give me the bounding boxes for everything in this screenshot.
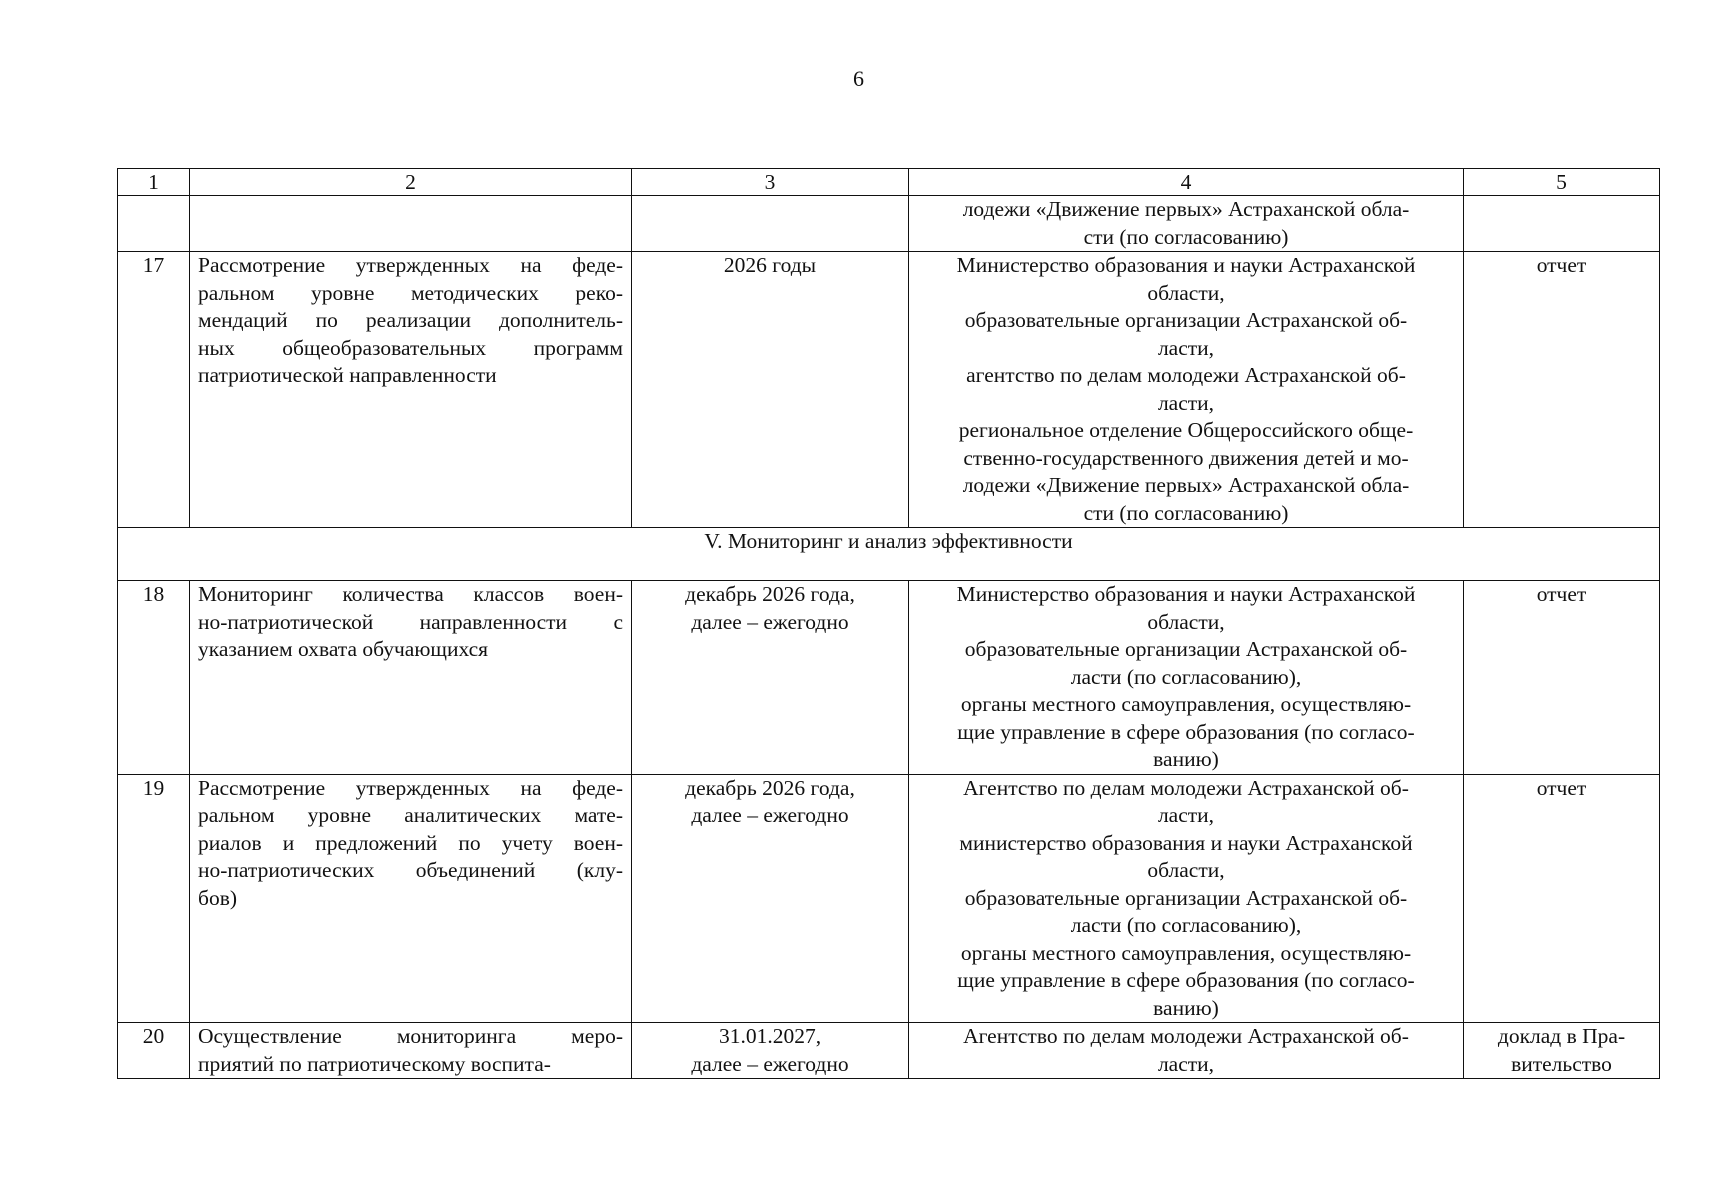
section-row xyxy=(118,528,1660,581)
term-cell xyxy=(632,581,909,775)
cell-text-line: Рассмотрение утвержденных на феде- xyxy=(198,253,623,277)
cell-text-line: Осуществление мониторинга меро- xyxy=(198,1024,623,1048)
table-row-continuation xyxy=(118,196,1660,252)
result-cell xyxy=(1464,774,1660,1023)
cell-text-line: региональное отделение Общероссийского обще- xyxy=(958,418,1414,442)
result-cell xyxy=(1464,1023,1660,1079)
cell-text-line: декабрь 2026 года, xyxy=(685,582,855,606)
result-cell xyxy=(1464,196,1660,252)
event-name-cell xyxy=(190,1023,632,1079)
col-header-2: 2 xyxy=(190,169,632,196)
event-name-cell xyxy=(190,774,632,1023)
cell-text-line: вительство xyxy=(1511,1051,1612,1076)
cell-text-line: далее – ежегодно xyxy=(691,803,849,827)
cell-text-line: ванию) xyxy=(1153,747,1219,771)
event-name-cell xyxy=(190,196,632,252)
result-cell xyxy=(1464,252,1660,528)
cell-text-line: Рассмотрение утвержденных на феде- xyxy=(198,775,623,800)
cell-text-line: органы местного самоуправления, осуществляю- xyxy=(960,692,1412,716)
cell-text-line: области, xyxy=(1147,609,1225,634)
cell-text-line: образовательные организации Астраханской об- xyxy=(964,885,1408,910)
cell-text-line: ласти (по согласованию), xyxy=(1070,664,1302,689)
cell-text-line: ласти, xyxy=(1157,335,1215,360)
page-number: 6 xyxy=(853,66,864,91)
cell-text-line: отчет xyxy=(1536,582,1587,606)
event-name-cell xyxy=(190,252,632,528)
cell-text-line: сти (по согласованию) xyxy=(1083,224,1289,249)
cell-text-line: ласти, xyxy=(1157,390,1215,415)
event-name-cell xyxy=(190,581,632,775)
cell-text-line: агентство по делам молодежи Астраханской об- xyxy=(966,363,1406,387)
row-number-cell: 19 xyxy=(118,774,190,1023)
executors-cell xyxy=(909,581,1464,775)
term-cell xyxy=(632,774,909,1023)
row-number-cell xyxy=(118,196,190,252)
col-header-1: 1 xyxy=(118,169,190,196)
result-cell xyxy=(1464,581,1660,775)
cell-text-line: Министерство образования и науки Астраханской xyxy=(956,582,1416,606)
cell-text-line: ральном уровне методических реко- xyxy=(198,280,623,305)
cell-text-line: министерство образования и науки Астраханской xyxy=(959,830,1413,855)
cell-text-line: ласти, xyxy=(1157,1051,1215,1076)
cell-text-line: патриотической направленности xyxy=(198,363,497,387)
cell-text-line: лодежи «Движение первых» Астраханской обла- xyxy=(962,473,1410,497)
cell-text-line: щие управление в сфере образования (по согласо- xyxy=(957,968,1415,992)
cell-text-line: области, xyxy=(1147,858,1225,882)
cell-text-line: далее – ежегодно xyxy=(691,1051,849,1076)
row-number-cell: 18 xyxy=(118,581,190,775)
cell-text-line: лодежи «Движение первых» Астраханской обла- xyxy=(962,197,1410,221)
cell-text-line: Министерство образования и науки Астраханской xyxy=(956,253,1416,277)
col-header-5: 5 xyxy=(1464,169,1660,196)
cell-text-line: отчет xyxy=(1536,775,1587,800)
cell-text-line: но-патриотической направленности с xyxy=(198,609,623,634)
cell-text-line: ванию) xyxy=(1153,995,1219,1020)
table-row-19 xyxy=(118,774,1660,1023)
table-row-18 xyxy=(118,581,1660,775)
row-number-cell: 17 xyxy=(118,252,190,528)
term-cell xyxy=(632,1023,909,1079)
cell-text-line: образовательные организации Астраханской об- xyxy=(964,308,1408,332)
table-row-20 xyxy=(118,1023,1660,1079)
cell-text-line: мендаций по реализации дополнитель- xyxy=(198,308,623,332)
cell-text-line: ласти (по согласованию), xyxy=(1070,913,1302,937)
cell-text-line: декабрь 2026 года, xyxy=(685,775,855,800)
col-header-4: 4 xyxy=(909,169,1464,196)
table-row-17 xyxy=(118,252,1660,528)
cell-text-line: бов) xyxy=(198,885,238,910)
cell-text-line: образовательные организации Астраханской об- xyxy=(964,637,1408,661)
cell-text-line: ласти, xyxy=(1157,803,1215,827)
cell-text-line: ральном уровне аналитических мате- xyxy=(198,803,623,827)
cell-text-line: Мониторинг количества классов воен- xyxy=(198,582,623,606)
cell-text-line: органы местного самоуправления, осуществляю- xyxy=(960,940,1412,965)
cell-text-line: указанием охвата обучающихся xyxy=(198,637,489,661)
cell-text-line: Агентство по делам молодежи Астраханской об- xyxy=(963,775,1409,800)
cell-text-line: далее – ежегодно xyxy=(691,609,849,634)
executors-cell xyxy=(909,252,1464,528)
term-cell xyxy=(632,196,909,252)
executors-cell xyxy=(909,1023,1464,1079)
cell-text-line: отчет xyxy=(1536,253,1587,277)
cell-text-line: ственно-государственного движения детей и мо- xyxy=(963,445,1409,470)
row-number-cell: 20 xyxy=(118,1023,190,1079)
action-plan-table xyxy=(117,168,1660,1079)
executors-cell xyxy=(909,774,1464,1023)
cell-text-line: приятий по патриотическому воспита- xyxy=(198,1051,551,1076)
cell-text-line: 2026 годы xyxy=(723,253,817,277)
term-cell xyxy=(632,252,909,528)
cell-text-line: доклад в Пра- xyxy=(1497,1024,1626,1048)
cell-text-line: 31.01.2027, xyxy=(718,1024,822,1048)
section-title: V. Мониторинг и анализ эффективности xyxy=(118,528,1660,581)
cell-text-line: Агентство по делам молодежи Астраханской об- xyxy=(963,1024,1409,1048)
header-row xyxy=(118,169,1660,196)
executors-cell xyxy=(909,196,1464,252)
cell-text-line: сти (по согласованию) xyxy=(1083,500,1289,525)
col-header-3: 3 xyxy=(632,169,909,196)
cell-text-line: риалов и предложений по учету воен- xyxy=(198,830,623,855)
cell-text-line: но-патриотических объединений (клу- xyxy=(198,858,623,882)
cell-text-line: щие управление в сфере образования (по согласо- xyxy=(957,719,1415,744)
cell-text-line: ных общеобразовательных программ xyxy=(198,335,623,360)
cell-text-line: области, xyxy=(1147,280,1225,305)
